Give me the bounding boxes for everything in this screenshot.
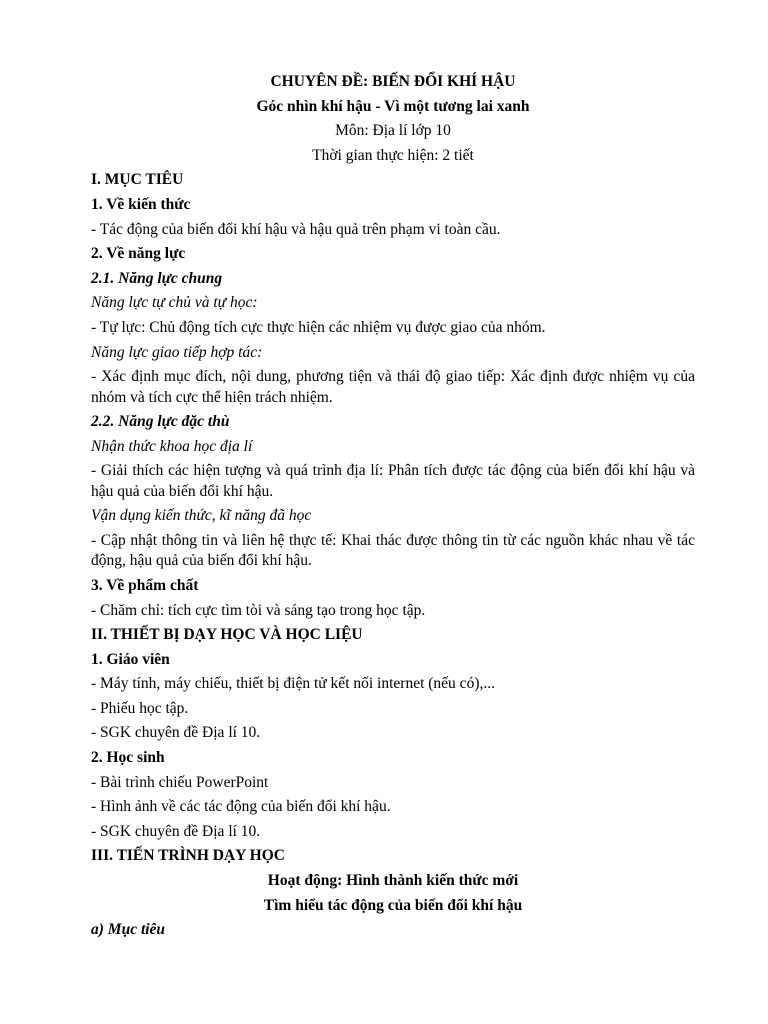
duration-line: Thời gian thực hiện: 2 tiết — [312, 146, 474, 164]
document-body — [91, 70, 695, 943]
collaboration-label: Năng lực giao tiếp hợp tác: — [91, 343, 263, 361]
knowledge-item: - Tác động của biến đổi khí hậu và hậu quả trên phạm vi toàn cầu. — [91, 220, 501, 238]
document-title: CHUYÊN ĐỀ: BIẾN ĐỔI KHÍ HẬU — [270, 73, 516, 90]
teacher-item: - SGK chuyên đề Địa lí 10. — [91, 724, 261, 742]
collaboration-item: - Xác định mục đích, nội dung, phương tiện và thái độ giao tiếp: Xác định được nhiệm vụ của nhóm và tích cực thể hiện trách nhiệm. — [91, 368, 695, 406]
activity-topic: Tìm hiểu tác động của biến đổi khí hậu — [263, 896, 523, 914]
self-study-item: - Tự lực: Chủ động tích cực thực hiện các nhiệm vụ được giao của nhóm. — [91, 318, 546, 336]
cognition-label: Nhận thức khoa học địa lí — [91, 437, 253, 455]
teacher-heading: 1. Giáo viên — [91, 650, 170, 668]
cognition-item: - Giải thích các hiện tượng và quá trình địa lí: Phân tích được tác động của biến đổi khí hậu và hậu quả của biến đổi khí hậu. — [91, 462, 695, 500]
self-study-label: Năng lực tự chủ và tự học: — [91, 294, 258, 312]
quality-item: - Chăm chỉ: tích cực tìm tòi và sáng tạo trong học tập. — [91, 601, 426, 619]
section-1-heading: I. MỤC TIÊU — [91, 171, 184, 189]
student-item: - SGK chuyên đề Địa lí 10. — [91, 822, 261, 840]
knowledge-heading: 1. Về kiến thức — [91, 195, 191, 213]
general-competence-heading: 2.1. Năng lực chung — [91, 269, 223, 287]
quality-heading: 3. Về phẩm chất — [91, 576, 199, 594]
teacher-item: - Máy tính, máy chiếu, thiết bị điện tử kết nối internet (nếu có),... — [91, 675, 495, 693]
section-3-heading: III. TIẾN TRÌNH DẠY HỌC — [91, 847, 285, 865]
section-2-heading: II. THIẾT BỊ DẠY HỌC VÀ HỌC LIỆU — [91, 626, 363, 644]
document-subtitle: Góc nhìn khí hậu - Vì một tương lai xanh — [256, 97, 530, 115]
objective-heading: a) Mục tiêu — [91, 921, 166, 939]
student-item: - Hình ảnh về các tác động của biến đổi khí hậu. — [91, 798, 391, 816]
application-label: Vận dụng kiến thức, kĩ năng đã học — [91, 507, 312, 525]
activity-heading: Hoạt động: Hình thành kiến thức mới — [267, 872, 519, 890]
specific-competence-heading: 2.2. Năng lực đặc thù — [91, 413, 230, 431]
competence-heading: 2. Về năng lực — [91, 245, 186, 263]
subject-line: Môn: Địa lí lớp 10 — [335, 122, 451, 140]
application-item: - Cập nhật thông tin và liên hệ thực tế: Khai thác được thông tin từ các nguồn khác nhau về tác động, hậu quả của biến đổi khí hậu. — [91, 531, 695, 570]
student-item: - Bài trình chiếu PowerPoint — [91, 773, 269, 791]
teacher-item: - Phiếu học tập. — [91, 699, 189, 717]
student-heading: 2. Học sinh — [91, 749, 165, 767]
